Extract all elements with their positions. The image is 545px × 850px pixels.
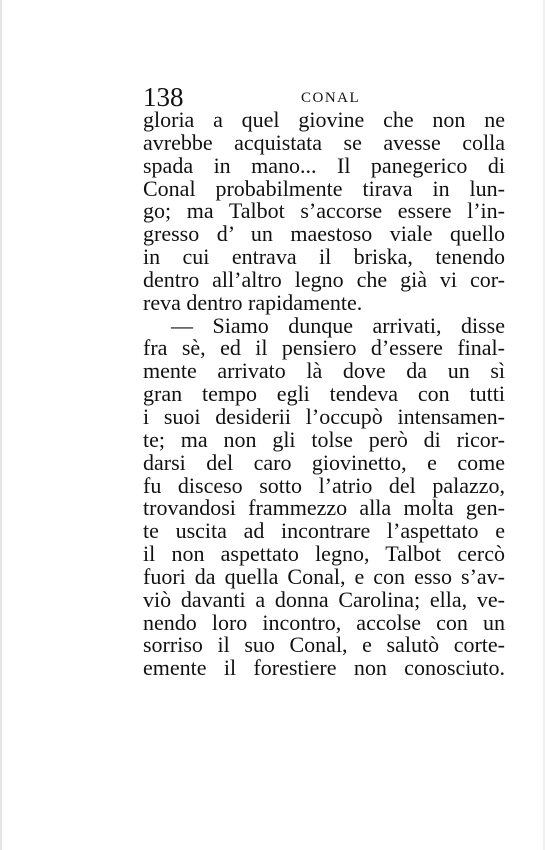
text-line: sorriso il suo Conal, e salutò corte- (143, 632, 505, 658)
text-line: fra sè, ed il pensiero d’essere final- (143, 335, 505, 361)
text-line: te; ma non gli tolse però di ricor- (143, 426, 505, 452)
text-line: emente il forestiere non conosciuto. (143, 655, 505, 681)
body-text (143, 109, 505, 680)
text-line: gran tempo egli tendeva con tutti (143, 381, 505, 407)
text-line: darsi del caro giovinetto, e come (143, 449, 505, 475)
text-line: Conal probabilmente tirava in lun- (143, 175, 505, 201)
page-left-edge (0, 0, 2, 850)
text-line: viò davanti a donna Carolina; ella, ve- (143, 586, 505, 612)
text-line: go; ma Talbot s’accorse essere l’in- (143, 198, 505, 224)
text-line: — Siamo dunque arrivati, disse (171, 312, 505, 338)
text-line: reva dentro rapidamente. (143, 289, 363, 315)
text-line: il non aspettato legno, Talbot cercò (143, 541, 505, 567)
text-line: avrebbe acquistata se avesse colla (143, 129, 505, 155)
text-line: te uscita ad incontrare l’aspettato e (143, 518, 505, 544)
text-line: gloria a quel giovine che non ne (143, 107, 505, 132)
text-line: nendo loro incontro, accolse con un (143, 609, 505, 635)
text-line: trovandosi frammezzo alla molta gen- (143, 495, 505, 521)
paragraph-2 (143, 312, 505, 681)
running-head: CONAL (301, 90, 361, 106)
text-line: fu disceso sotto l’atrio del palazzo, (143, 472, 505, 498)
text-line: i suoi desiderii l’occupò intensamen- (143, 403, 505, 429)
text-line: mente arrivato là dove da un sì (143, 358, 505, 384)
text-line: gresso d’ un maestoso viale quello (143, 221, 505, 247)
text-line: dentro all’altro legno che già vi cor- (143, 266, 505, 292)
paragraph-1 (143, 109, 505, 315)
text-line: in cui entrava il briska, tenendo (143, 244, 505, 270)
text-line: fuori da quella Conal, e con esso s’av- (143, 563, 505, 589)
text-line: spada in mano... Il panegerico di (143, 152, 505, 178)
page-number: 138 (143, 82, 184, 112)
